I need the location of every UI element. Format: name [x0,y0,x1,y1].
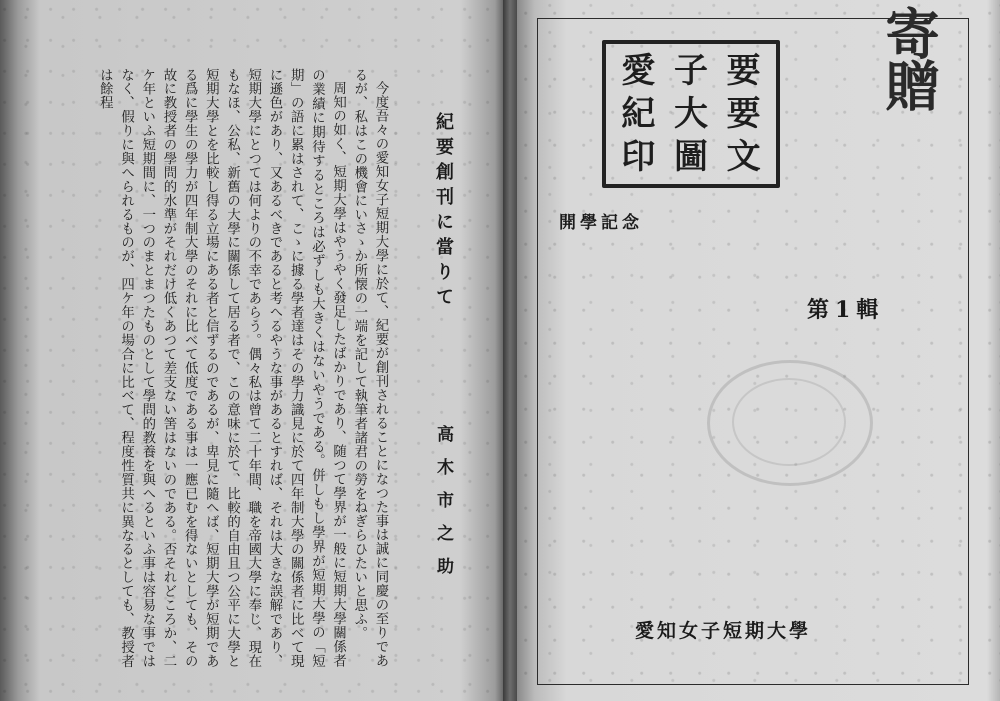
publisher-name: 愛知女子短期大學 [635,620,812,642]
seal-char: 圖 [673,136,708,177]
seal-char: 要 [726,51,761,92]
body-paragraph: 今度吾々の愛知女子短期大學に於て、紀要が創刊されることになつた事は誠に同慶の至りであるが、私はこの機會にいさゝか所懐の一端を記して執筆者諸君の勞をねぎらひたいと思ふ。 [351,68,388,668]
right-page [517,0,1000,701]
seal-char: 子 [673,51,708,92]
seal-char: 大 [673,93,708,134]
faint-round-stamp-inner [732,378,846,466]
seal-char: 紀 [621,93,656,134]
seal-char: 要 [726,93,761,134]
book-spine [503,0,517,701]
article-body [51,68,391,668]
volume-number: 第1輯 [807,297,885,323]
author-name: 高木市之助 [433,425,453,590]
article-title: 紀要創刊に當りて [433,112,454,312]
gift-stamp: 寄贈 [877,6,941,110]
library-seal [602,40,780,188]
body-paragraph: 周知の如く、短期大學はやうやく發足したばかりであり、随つて學界が一般に短期大學關係者の業績に期待するところは必ずしも大きくはないやうである。併しもし學界が短期大學の「短期」の語に累はされて、こゝに據る學者達はその學力識見に於て四年制大學の關係者に比べて現に遜色があり、又あるべきであると考へるやうな事があるとすれば、それは大きな誤解であり、短期大學にとつては何よりの不幸であらう。偶々私は曾て二十年間、職を帝國大學に奉じ、現在もなほ、公私、新舊の大學に關係して居る者で、この意味に於て、比較的自由且つ公平に大學と短期大學とを比較し得る立場にある者と信ずるのであるが、卑見に隨へば、短期大學が短期である爲に學生の學力が四年制大學のそれに比べて低度である事は一應已むを得ないとしても、その故に教授者の學問的水準がそれだけ低くあつて差支ない筈はないのである。否それどころか、二ケ年といふ短期間に、一つのまとまつたものとして學問的教養を與へるといふ事は容易な事ではなく、假りに與へられるものが、四ケ年の場合に比べて、程度性質共に異なるとしても、教授者は餘程 [97,68,346,668]
seal-char: 印 [621,136,656,177]
seal-char: 文 [726,136,761,177]
subtitle: 開學記念 [559,213,643,233]
seal-char: 愛 [621,51,656,92]
